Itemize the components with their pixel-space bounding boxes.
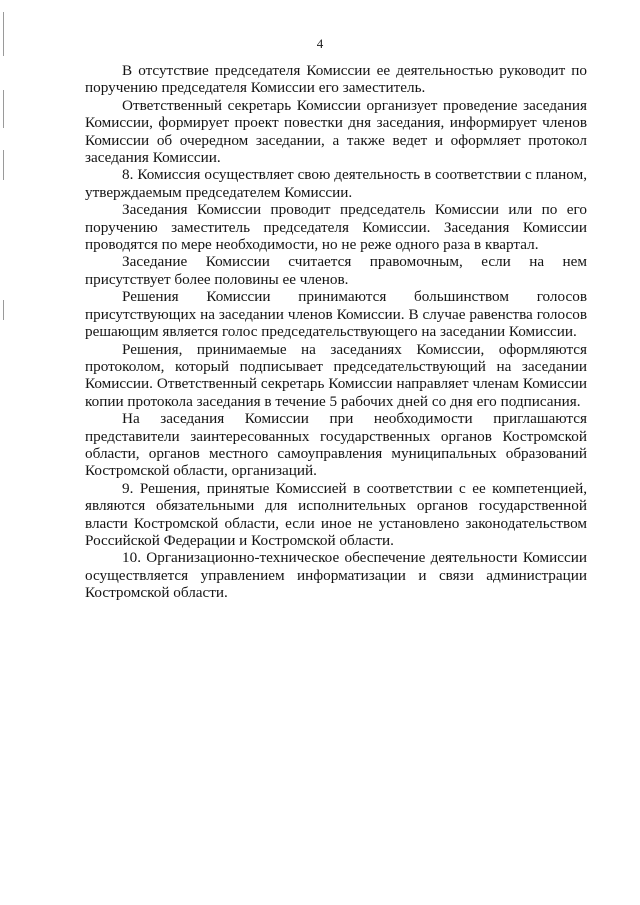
paragraph-invited: На заседания Комиссии при необходимости приглашаются представители заинтересованных государственных органов Костромской области, органов местного самоуправления муниципальных образований Костромской области, организаций. — [85, 410, 587, 480]
paragraph-deputy-chair: В отсутствие председателя Комиссии ее деятельностью руководит по поручению председателя Комиссии его заместитель. — [85, 62, 587, 97]
paragraph-quorum: Заседание Комиссии считается правомочным, если на нем присутствует более половины ее членов. — [85, 253, 587, 288]
paragraph-binding-decisions: 9. Решения, принятые Комиссией в соответствии с ее компетенцией, являются обязательными для исполнительных органов государственной власти Костромской области, если иное не установлено законодательством Российской Федерации и Костромской области. — [85, 479, 587, 549]
paragraph-work-plan: 8. Комиссия осуществляет свою деятельность в соответствии с планом, утверждаемым председателем Комиссии. — [85, 166, 587, 201]
paragraph-protocol: Решения, принимаемые на заседаниях Комиссии, оформляются протоколом, который подписывает председательствующий на заседании Комиссии. Ответственный секретарь Комиссии направляет членам Комиссии копии протокола заседания в течение 5 рабочих дней со дня его подписания. — [85, 340, 587, 410]
page-number: 4 — [316, 36, 324, 51]
paragraph-support: 10. Организационно-техническое обеспечение деятельности Комиссии осуществляется управлением информатизации и связи администрации Костромской области. — [85, 549, 587, 602]
scan-edge-mark — [3, 90, 4, 128]
paragraph-meetings: Заседания Комиссии проводит председатель Комиссии или по его поручению заместитель председателя Комиссии. Заседания Комиссии проводятся по мере необходимости, но не реже одного раза в квартал. — [85, 201, 587, 254]
scan-edge-mark — [3, 300, 4, 320]
document-body — [85, 62, 587, 602]
scan-edge-mark — [3, 150, 4, 180]
paragraph-voting: Решения Комиссии принимаются большинством голосов присутствующих на заседании членов Комиссии. В случае равенства голосов решающим является голос председательствующего на заседании Комиссии. — [85, 288, 587, 341]
paragraph-secretary-duties: Ответственный секретарь Комиссии организует проведение заседания Комиссии, формирует проект повестки дня заседания, информирует членов Комиссии об очередном заседании, а также ведет и оформляет протокол заседания Комиссии. — [85, 96, 587, 167]
